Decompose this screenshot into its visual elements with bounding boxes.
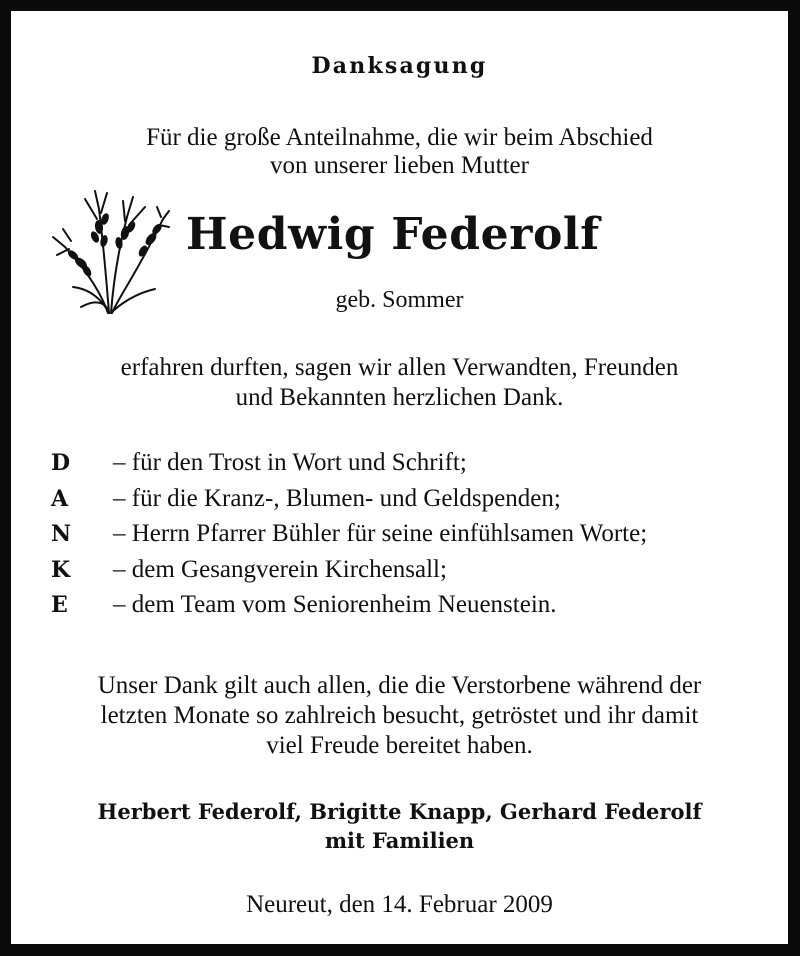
- list-item: [51, 484, 771, 520]
- list-item: [51, 519, 771, 555]
- danke-text: – dem Team vom Seniorenheim Neuenstein.: [113, 591, 557, 618]
- danke-letter: D: [51, 450, 71, 476]
- intro-line-2: von unserer lieben Mutter: [270, 152, 529, 179]
- danke-text: – für den Trost in Wort und Schrift;: [113, 449, 467, 476]
- list-item: [51, 590, 771, 626]
- intro-text: [11, 124, 788, 180]
- danke-text: – für die Kranz-, Blumen- und Geldspenden;: [113, 484, 561, 512]
- gratitude-line-2: und Bekannten herzlichen Dank.: [235, 384, 564, 411]
- gratitude-line-1: erfahren durften, sagen wir allen Verwandten, Freunden: [120, 354, 679, 381]
- place-date: Neureut, den 14. Februar 2009: [246, 891, 553, 918]
- deceased-name: Hedwig Federolf: [186, 209, 600, 260]
- maiden-name: geb. Sommer: [335, 287, 464, 313]
- closing-line-3: viel Freude bereitet haben.: [266, 732, 533, 759]
- closing-line-2: letzten Monate so zahlreich besucht, getröstet und ihr damit: [100, 702, 699, 729]
- danke-letter: N: [51, 521, 72, 547]
- closing-text: [11, 671, 788, 761]
- signers-line-1: Herbert Federolf, Brigitte Knapp, Gerhard Federolf: [97, 799, 702, 824]
- signers: [11, 797, 788, 855]
- danke-text: – Herrn Pfarrer Bühler für seine einfühlsamen Worte;: [113, 520, 648, 547]
- gratitude-text: [11, 353, 788, 413]
- notice-heading: Danksagung: [311, 53, 488, 79]
- closing-line-1: Unser Dank gilt auch allen, die die Verstorbene während der: [97, 672, 702, 699]
- danke-text: – dem Gesangverein Kirchensall;: [113, 555, 447, 583]
- danke-letter: K: [51, 556, 71, 583]
- danke-letter: A: [51, 485, 69, 512]
- list-item: [51, 555, 771, 591]
- danke-list: [51, 448, 771, 626]
- intro-line-1: Für die große Anteilnahme, die wir beim Abschied: [146, 124, 653, 151]
- list-item: [51, 448, 771, 484]
- danke-letter: E: [51, 592, 68, 618]
- signers-line-2: mit Familien: [324, 828, 475, 853]
